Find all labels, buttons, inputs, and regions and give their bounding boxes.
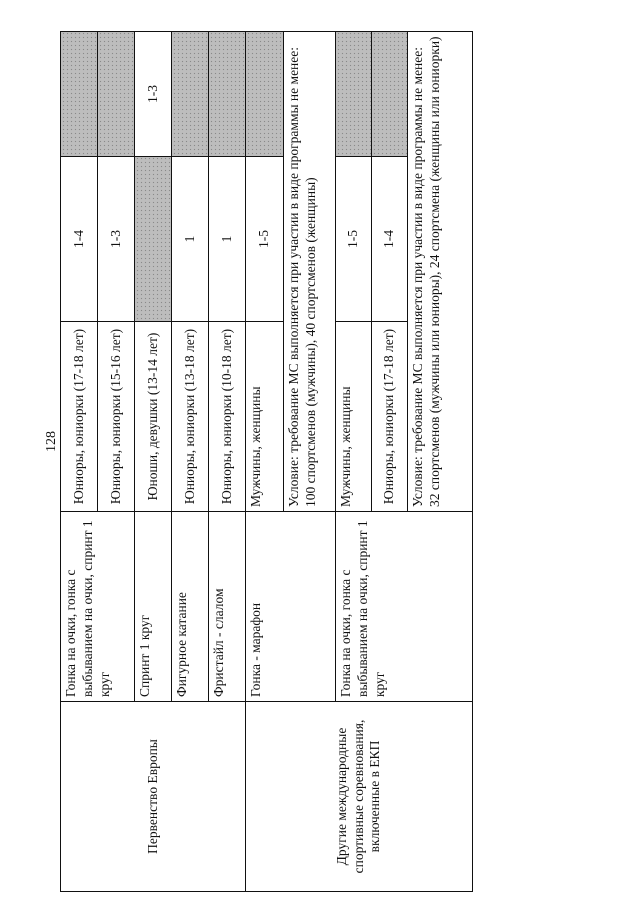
place-cell: 1-4 <box>61 157 98 322</box>
shaded-cell <box>372 32 408 157</box>
rotated-table-wrapper <box>60 32 472 892</box>
table-row <box>246 32 284 892</box>
place-cell: 1 <box>209 157 246 322</box>
place-cell: 1-5 <box>336 157 372 322</box>
page-number: 128 <box>44 431 59 452</box>
shaded-cell <box>61 32 98 157</box>
condition-cell: Условие: требование МС выполняется при участии в виде программы не менее: 32 спортсменов (мужчины или юниоры), 24 спортсмена (женщины или юниорки) <box>408 32 473 512</box>
shaded-cell <box>135 157 172 322</box>
discipline-cell: Гонка на очки, гонка с выбыванием на очки, спринт 1 круг <box>336 512 473 702</box>
discipline-cell: Фристайл - слалом <box>209 512 246 702</box>
group-cell: Юниоры, юниорки (15-16 лет) <box>98 322 135 512</box>
place-cell: 1-3 <box>135 32 172 157</box>
group-cell: Мужчины, женщины <box>246 322 284 512</box>
place-cell: 1 <box>172 157 209 322</box>
shaded-cell <box>172 32 209 157</box>
place-cell: 1-3 <box>98 157 135 322</box>
group-cell: Мужчины, женщины <box>336 322 372 512</box>
condition-cell: Условие: требование МС выполняется при участии в виде программы не менее: 100 спортсменов (мужчины), 40 спортсменов (женщины) <box>284 32 336 512</box>
place-cell: 1-4 <box>372 157 408 322</box>
discipline-cell: Фигурное катание <box>172 512 209 702</box>
competition-cell-other: Другие международные спортивные соревнования, включенные в ЕКП <box>246 702 473 892</box>
ranking-table <box>60 31 473 892</box>
discipline-cell: Гонка на очки, гонка с выбыванием на очки, спринт 1 круг <box>61 512 135 702</box>
group-cell: Юниоры, юниорки (17-18 лет) <box>61 322 98 512</box>
table-row <box>61 32 98 892</box>
discipline-cell: Гонка - марафон <box>246 512 336 702</box>
discipline-cell: Спринт 1 круг <box>135 512 172 702</box>
group-cell: Юниоры, юниорки (10-18 лет) <box>209 322 246 512</box>
competition-cell-europe: Первенство Европы <box>61 702 246 892</box>
group-cell: Юноши, девушки (13-14 лет) <box>135 322 172 512</box>
shaded-cell <box>209 32 246 157</box>
group-cell: Юниоры, юниорки (17-18 лет) <box>372 322 408 512</box>
shaded-cell <box>336 32 372 157</box>
shaded-cell <box>246 32 284 157</box>
group-cell: Юниоры, юниорки (13-18 лет) <box>172 322 209 512</box>
place-cell: 1-5 <box>246 157 284 322</box>
shaded-cell <box>98 32 135 157</box>
